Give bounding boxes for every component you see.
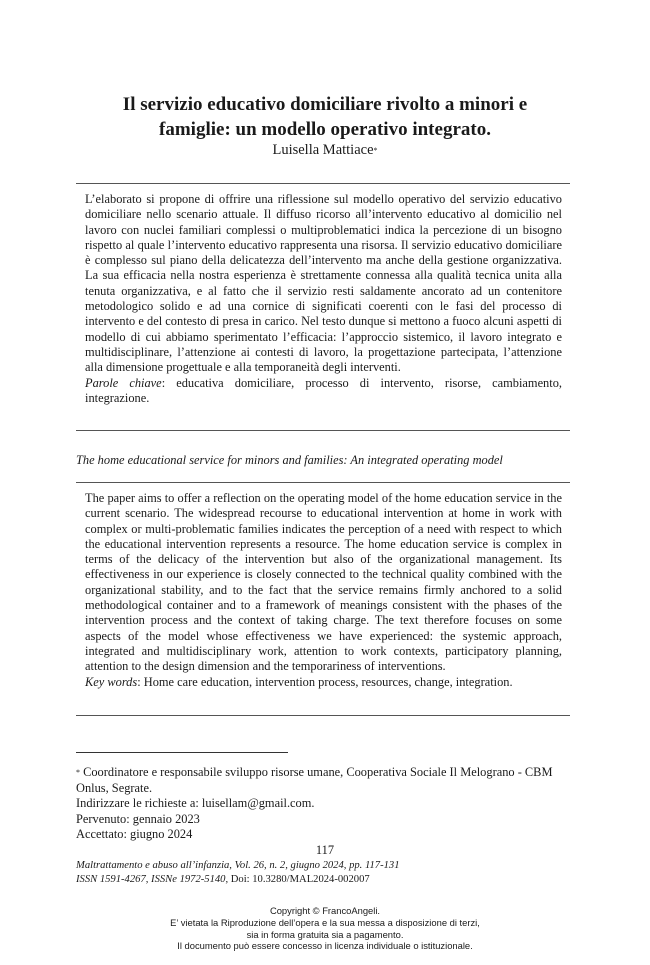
abstract-english (85, 491, 562, 690)
abstract-english-text: The paper aims to offer a reflection on the operating model of the home education service in the current scenario. The widespread recourse to educational intervention at home in work with complex or multi-problematic families indicates the perception of a need with respect to which the educational intervention represents a resource. The home education service is complex in terms of the delicacy of the intervention but also of the organizational management. Its effectiveness in our experience is closely connected to the technical quality combined with the organizational stability, and to the fact that the service remains firmly anchored to a solid methodological container and to a framework of meanings consistent with the phases of the intervention process and the context of taking charge. The text therefore focuses on some aspects of the model whose effectiveness we have experienced: the systemic approach, integrated and multidisciplinary work, attention to work contexts, participatory planning, attention to the design dimension and the temporariness of interventions. (85, 491, 562, 674)
abstract-en-top-rule (76, 482, 570, 483)
copyright-line-1: Copyright © FrancoAngeli. (269, 905, 381, 916)
english-title: The home educational service for minors and families: An integrated operating model (76, 453, 503, 467)
article-title (60, 92, 590, 142)
abstract-it-bottom-rule (76, 430, 570, 431)
keywords-label-en: Key words (85, 674, 138, 689)
abstract-italian-text: L’elaborato si propone di offrire una riflessione sul modello operativo del servizio educativo domiciliare nello scenario attuale. Il diffuso ricorso all’intervento educativo al domicilio nel lavoro con nuclei familiari complessi o multiproblematici indica la percezione di un bisogno rispetto al quale l’intervento educativo rappresenta una risorsa. Il servizio educativo domiciliare è complesso sul piano della delicatezza dell’intervento ma anche della gestione organizzativa. La sua efficacia nella nostra esperienza è strettamente connessa alla qualità tecnica unita alla tenuta organizzativa, e al fatto che il servizio resti saldamente ancorato ad un contenitore metodologico solido e ad una cornice di significati coerenti con le fasi del processo di intervento e del contesto di presa in carico. Nel testo dunque si mettono a fuoco alcuni aspetti di modello di cui abbiamo sperimentato l’efficacia: l’approccio sistemico, il lavoro integrato e multidisciplinare, l’attenzione ai contesti di lavoro, la progettazione partecipata, l’attenzione alla dimensione progettuale e alla temporaneità degli interventi. (85, 192, 562, 375)
footnote-rule (76, 752, 288, 753)
copyright-line-2: E’ vietata la Riproduzione dell’opera e la sua messa a disposizione di terzi, (170, 916, 480, 928)
footnote-affiliation (76, 765, 574, 796)
footnote-received: Pervenuto: gennaio 2023 (76, 811, 200, 826)
footnote (76, 765, 574, 843)
page-number: 117 (315, 843, 335, 857)
footnote-accepted: Accettato: giugno 2024 (76, 827, 193, 842)
title-line-1: Il servizio educativo domiciliare rivolto a minori e (122, 94, 528, 115)
footnote-mark: * (76, 768, 80, 777)
copyright-line-3: sia in forma gratuita sia a pagamento. (246, 928, 404, 940)
abstract-it-top-rule (76, 183, 570, 184)
abstract-italian (85, 192, 562, 406)
keywords-label-it: Parole chiave (85, 375, 162, 390)
keywords-en: : Home care education, intervention process, resources, change, integration. (137, 674, 513, 689)
title-line-2: famiglie: un modello operativo integrato. (159, 119, 491, 140)
copyright-notice (0, 905, 650, 952)
journal-info (76, 859, 576, 887)
footnote-contact: Indirizzare le richieste a: luisellam@gmail.com. (76, 796, 315, 811)
author-footnote-mark: * (373, 146, 378, 155)
footnote-affiliation-text: Coordinatore e responsabile sviluppo risorse umane, Cooperativa Sociale Il Melograno - CBM Onlus, Segrate. (76, 765, 553, 795)
journal-citation: Maltrattamento e abuso all’infanzia, Vol. 26, n. 2, giugno 2024, pp. 117-131 (76, 860, 400, 871)
keywords-it: : educativa domiciliare, processo di intervento, risorse, cambiamento, integrazione. (85, 375, 562, 405)
abstract-en-bottom-rule (76, 715, 570, 716)
journal-issn: ISSN 1591-4267, ISSNe 1972-5140, (76, 873, 229, 885)
author-name (60, 141, 590, 159)
copyright-line-4: Il documento può essere concesso in licenza individuale o istituzionale. (177, 940, 473, 952)
author-text: Luisella Mattiace (272, 142, 374, 158)
journal-doi: Doi: 10.3280/MAL2024-002007 (228, 873, 370, 885)
journal-identifiers (76, 873, 576, 887)
